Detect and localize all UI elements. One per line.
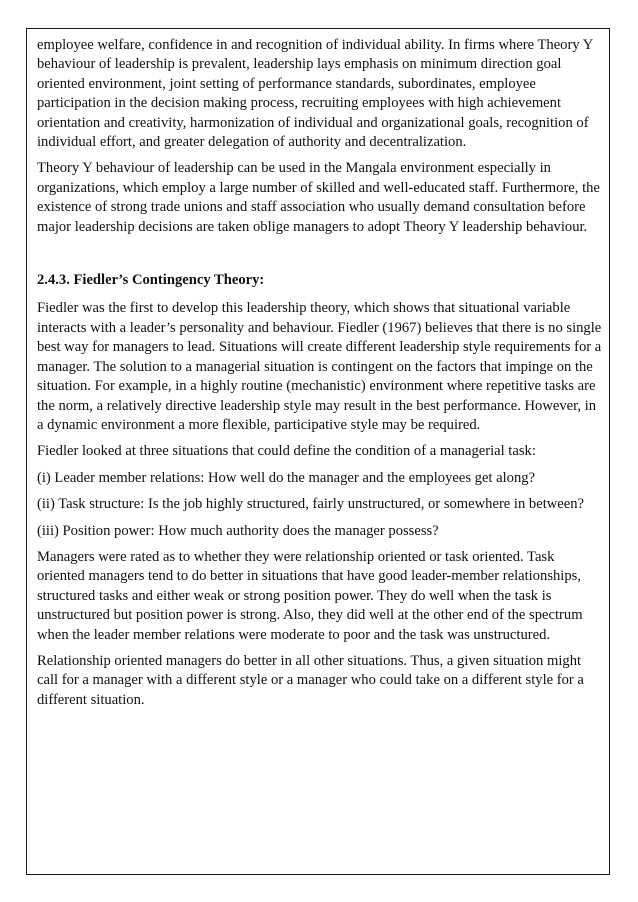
paragraph-relationship-oriented-managers: Relationship oriented managers do better in all other situations. Thus, a given situation might call for a manager with a different style or a manager who could take on a different style for a different situation.: [37, 652, 584, 708]
paragraph-theory-y-emphasis: employee welfare, confidence in and recognition of individual ability. In firms where Theory Y behaviour of leadership is prevalent, leadership lays emphasis on minimum direction goal oriented environment, joint setting of performance standards, subordinates, employee participation in the decision making process, recruiting employees with high achievement orientation and creativity, harmonization of individual and organizational goals, recognition of individual effort, and greater delegation of authority and decentralization.: [37, 37, 593, 151]
list-item-task-structure: (ii) Task structure: Is the job highly structured, fairly unstructured, or somewhere in between?: [37, 496, 585, 513]
paragraph-theory-y-mangala: Theory Y behaviour of leadership can be used in the Mangala environment especially in organizations, which employ a large number of skilled and well-educated staff. Furthermore, the existence of strong trade unions and staff association who usually demand consultation before major leadership decisions are taken oblige managers to adopt Theory Y leadership behaviour.: [37, 160, 600, 235]
section-heading-fiedler: 2.4.3. Fiedler’s Contingency Theory:: [37, 272, 265, 289]
list-item-leader-member-relations: (i) Leader member relations: How well do the manager and the employees get along?: [37, 469, 536, 486]
paragraph-fiedler-intro: Fiedler was the first to develop this leadership theory, which shows that situational variable interacts with a leader’s personality and behaviour. Fiedler (1967) believes that there is no single best way for managers to lead. Situations will create different leadership style requirements for a manager. The solution to a managerial situation is contingent on the factors that impinge on the situation. For example, in a highly routine (mechanistic) environment where repetitive tasks are the norm, a relatively directive leadership style may result in the best performance. However, in a dynamic environment a more flexible, participative style may be required.: [37, 300, 602, 433]
list-item-position-power: (iii) Position power: How much authority does the manager possess?: [37, 522, 439, 539]
paragraph-task-oriented-managers: Managers were rated as to whether they were relationship oriented or task oriented. Task oriented managers tend to do better in situations that have good leader-member relationships, structured tasks and either weak or strong position power. They do well when the task is unstructured but position power is strong. Also, they did well at the other end of the spectrum when the leader member relations were moderate to poor and the task was unstructured.: [37, 548, 583, 643]
paragraph-three-situations: Fiedler looked at three situations that could define the condition of a managerial task:: [37, 443, 536, 460]
document-body: [37, 36, 603, 717]
